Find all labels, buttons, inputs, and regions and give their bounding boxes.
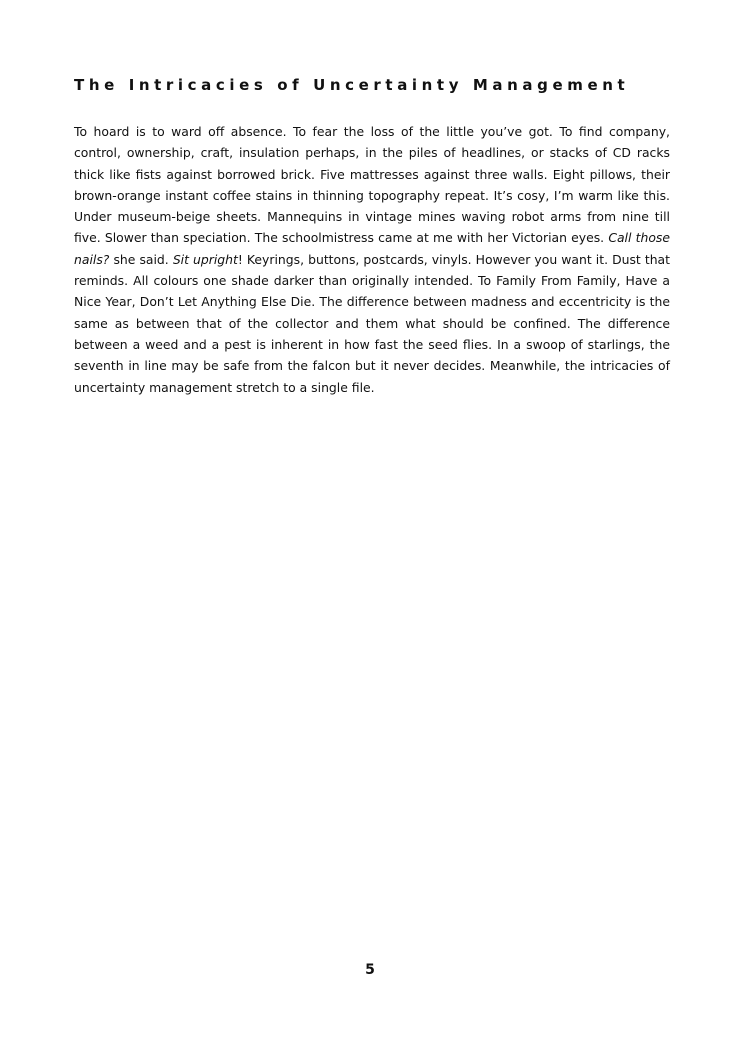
page-number: 5: [365, 962, 375, 978]
italic-quote-nails: Call those nails?: [74, 230, 670, 267]
italic-quote-sit-upright: Sit upright: [172, 251, 238, 267]
page-title: The Intricacies of Uncertainty Management: [74, 76, 630, 94]
body-paragraph: [74, 121, 670, 398]
paragraph-text-part1: To hoard is to ward off absence. To fear the loss of the little you’ve got. To find company, control, ownership, craft, insulation perhaps, in the piles of headlines, or stacks of CD racks thick like fists against borrowed brick. Five mattresses against three walls. Eight pillows, their brown-orange instant coffee stains in thinning topography repeat. It’s cosy, I’m warm like this. Under museum-beige sheets. Mannequins in vintage mines waving robot arms from nine till five. Slower than speciation. The schoolmistress came at me with her Victorian eyes.: [74, 124, 670, 246]
paragraph-text-part2: she said.: [109, 251, 173, 267]
paragraph-text-part3: ! Keyrings, buttons, postcards, vinyls. However you want it. Dust that reminds. All colours one shade darker than originally intended. To Family From Family, Have a Nice Year, Don’t Let Anything Else Die. The difference between madness and eccentricity is the same as between that of the collector and them what should be confined. The difference between a weed and a pest is inherent in how fast the seed flies. In a swoop of starlings, the seventh in line may be safe from the falcon but it never decides. Meanwhile, the intricacies of uncertainty management stretch to a single file.: [74, 251, 671, 395]
